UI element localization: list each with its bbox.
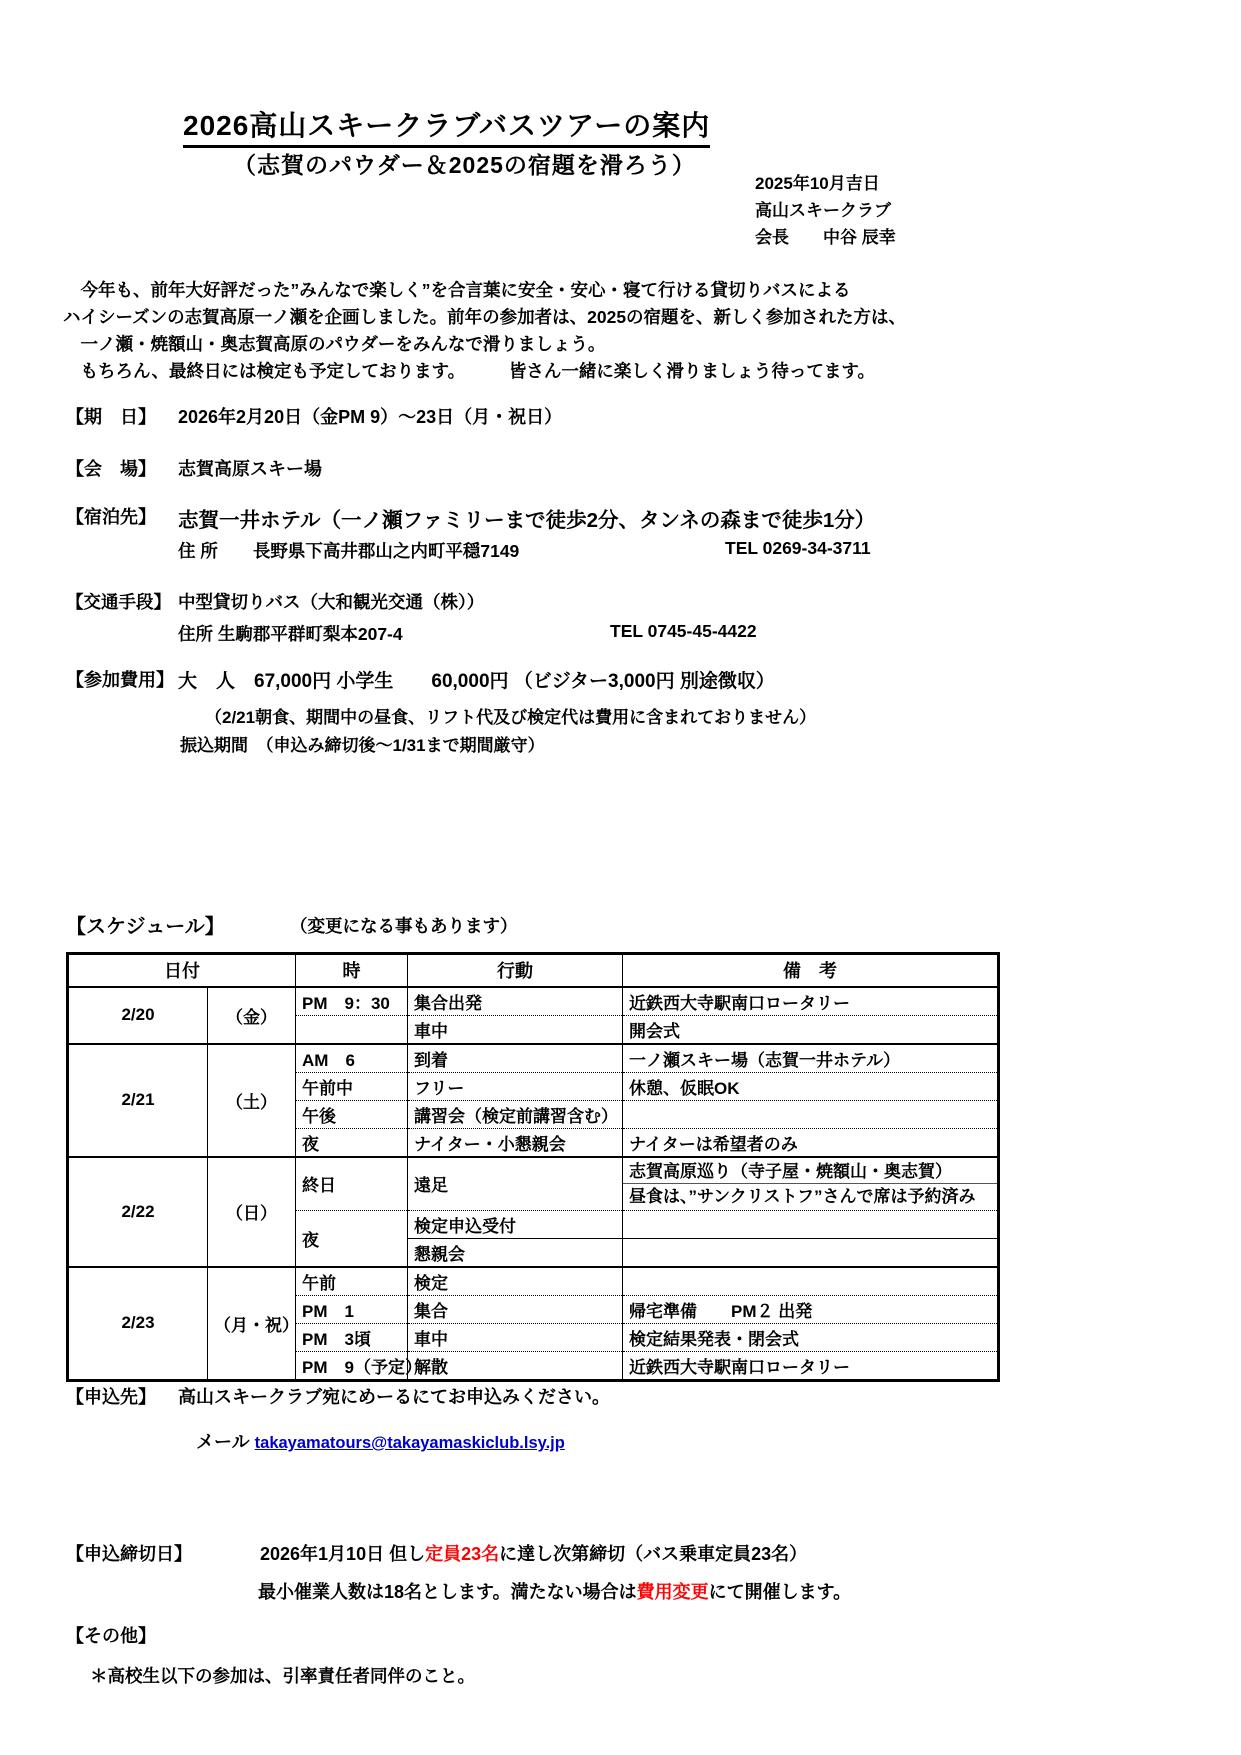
cell-note: 検定結果発表・閉会式 (623, 1323, 999, 1351)
cell-day: （月・祝） (208, 1267, 296, 1381)
cell-note: 近鉄西大寺駅南口ロータリー (623, 987, 999, 1016)
intro-line: 一ノ瀬・焼額山・奥志賀高原のパウダーをみんなで滑りましょう。 (63, 334, 606, 354)
cell-note-line: 昼食は、”サンクリストフ”さんで席は予約済み (629, 1186, 976, 1206)
section-label: 【その他】 (66, 1626, 156, 1646)
cell-time: PM 9：30 (296, 987, 408, 1016)
issue-org: 高山スキークラブ (755, 201, 891, 220)
cell-action: 車中 (408, 1323, 623, 1351)
section-label: 【申込先】 (66, 1387, 156, 1407)
section-value: 中型貸切りバス（大和観光交通（株）） (178, 592, 485, 612)
cell-action: 解散 (408, 1351, 623, 1380)
section-lodging (66, 503, 875, 533)
intro-paragraph (63, 277, 906, 385)
cell-time: 午後 (296, 1100, 408, 1128)
deadline-capacity-highlight: 定員23名 (425, 1544, 500, 1564)
other-note: ＊高校生以下の参加は、引率責任者同伴のこと。 (90, 1666, 475, 1686)
section-schedule (66, 910, 225, 939)
intro-line: もちろん、最終日には検定も予定しております。 皆さん一緒に楽しく滑りましょう待ってます。 (63, 361, 875, 381)
page-title: 2026高山スキークラブバスツアーの案内 (183, 104, 710, 148)
cell-time: 夜 (296, 1210, 408, 1267)
issue-date: 2025年10月吉日 (755, 174, 880, 193)
cell-note (623, 1210, 999, 1238)
cell-time: 午前 (296, 1267, 408, 1296)
cell-note: ナイターは希望者のみ (623, 1128, 999, 1157)
cell-date: 2/22 (68, 1157, 208, 1267)
cell-time: PM 9（予定） (296, 1351, 408, 1380)
cell-note: 近鉄西大寺駅南口ロータリー (623, 1351, 999, 1380)
header-note: 備 考 (623, 954, 999, 987)
table-header-row (68, 954, 999, 987)
table-row (68, 1267, 999, 1296)
deadline-line-1 (260, 1540, 807, 1566)
section-label: 【スケジュール】 (66, 916, 225, 938)
cell-day: （日） (208, 1157, 296, 1267)
cell-action: ナイター・小懇親会 (408, 1128, 623, 1157)
cell-note (623, 1238, 999, 1267)
schedule-note: （変更になる事もあります） (290, 916, 518, 936)
cell-action: 車中 (408, 1015, 623, 1044)
cell-note: 休憩、仮眠OK (623, 1072, 999, 1100)
cell-action: フリー (408, 1072, 623, 1100)
deadline-text: にて開催します。 (708, 1582, 852, 1602)
cell-note (623, 1267, 999, 1296)
cell-note-line: 志賀高原巡り（寺子屋・焼額山・奥志賀） (623, 1159, 997, 1184)
section-value: 高山スキークラブ宛にめーるにてお申込みください。 (178, 1387, 610, 1407)
section-period (66, 403, 562, 429)
fee-note-2: 振込期間 （申込み締切後～1/31まで期間厳守） (180, 736, 545, 755)
section-label: 【宿泊先】 (66, 507, 156, 527)
lodging-address: 住 所 長野県下高井郡山之内町平穏7149 (178, 541, 520, 561)
lodging-address-line (178, 538, 871, 563)
section-value: 志賀一井ホテル（一ノ瀬ファミリーまで徒歩2分、タンネの森まで徒歩1分） (178, 509, 876, 532)
lodging-tel: TEL 0269-34-3711 (725, 538, 871, 558)
table-row (68, 1044, 999, 1073)
cell-note (623, 1157, 999, 1211)
cell-time (296, 1015, 408, 1044)
section-value: 大 人 67,000円 小学生 60,000円 （ビジター3,000円 別途徴収） (178, 671, 775, 692)
cell-action: 集合出発 (408, 987, 623, 1016)
cell-action: 検定申込受付 (408, 1210, 623, 1238)
cell-note: 開会式 (623, 1015, 999, 1044)
section-other (66, 1622, 178, 1648)
transport-address-line (178, 621, 757, 646)
deadline-text: に達し次第締切（バス乗車定員23名） (499, 1544, 808, 1564)
deadline-fee-change-highlight: 費用変更 (636, 1582, 709, 1602)
cell-day: （土） (208, 1044, 296, 1157)
deadline-line-2 (258, 1578, 851, 1604)
header-date: 日付 (68, 954, 296, 987)
table-row (68, 1157, 999, 1211)
section-label: 【参加費用】 (66, 670, 174, 690)
deadline-text: 2026年1月10日 但し (260, 1544, 426, 1564)
cell-date: 2/21 (68, 1044, 208, 1157)
mail-line (196, 1428, 565, 1454)
section-apply (66, 1383, 610, 1409)
cell-date: 2/23 (68, 1267, 208, 1381)
mail-link[interactable]: takayamatours@takayamaskiclub.lsy.jp (254, 1434, 565, 1452)
cell-time: PM 3頃 (296, 1323, 408, 1351)
header-action: 行動 (408, 954, 623, 987)
deadline-text: 最小催業人数は18名とします。満たない場合は (258, 1582, 637, 1602)
intro-line: 今年も、前年大好評だった”みんなで楽しく”を合言葉に安全・安心・寝て行ける貸切りバスによる (63, 280, 851, 300)
issue-block (755, 170, 896, 251)
transport-address: 住所 生駒郡平群町梨本207-4 (178, 624, 403, 644)
cell-action: 到着 (408, 1044, 623, 1073)
mail-label: メール (196, 1432, 250, 1452)
cell-action: 集合 (408, 1295, 623, 1323)
intro-line: ハイシーズンの志賀高原一ノ瀬を企画しました。前年の参加者は、2025の宿題を、新しく参加された方は、 (63, 307, 907, 327)
section-venue (66, 455, 322, 481)
section-label: 【交通手段】 (66, 592, 171, 612)
cell-time: PM 1 (296, 1295, 408, 1323)
issue-president: 会長 中谷 辰幸 (755, 228, 896, 247)
cell-day: （金） (208, 987, 296, 1044)
section-label: 【期 日】 (66, 407, 156, 427)
transport-tel: TEL 0745-45-4422 (610, 621, 757, 641)
cell-note: 帰宅準備 PM２ 出発 (623, 1295, 999, 1323)
section-label: 【会 場】 (66, 459, 156, 479)
cell-time: 夜 (296, 1128, 408, 1157)
cell-date: 2/20 (68, 987, 208, 1044)
section-deadline (66, 1540, 807, 1566)
cell-time: 終日 (296, 1157, 408, 1211)
cell-note: 一ノ瀬スキー場（志賀一井ホテル） (623, 1044, 999, 1073)
cell-note (623, 1100, 999, 1128)
section-value: 志賀高原スキー場 (178, 459, 322, 479)
cell-time: AM 6 (296, 1044, 408, 1073)
cell-action: 懇親会 (408, 1238, 623, 1267)
section-value: 2026年2月20日（金PM 9）～23日（月・祝日） (178, 407, 563, 427)
page-subtitle: （志賀のパウダー＆2025の宿題を滑ろう） (233, 152, 696, 178)
table-row (68, 987, 999, 1016)
schedule-table (66, 952, 1000, 1382)
fee-note-1: （2/21朝食、期間中の昼食、リフト代及び検定代は費用に含まれておりません） (205, 708, 817, 727)
cell-action: 講習会（検定前講習含む） (408, 1100, 623, 1128)
cell-action: 検定 (408, 1267, 623, 1296)
header-time: 時 (296, 954, 408, 987)
cell-time: 午前中 (296, 1072, 408, 1100)
cell-action: 遠足 (408, 1157, 623, 1211)
section-fee (66, 666, 775, 693)
section-label: 【申込締切日】 (66, 1544, 192, 1564)
section-transport (66, 589, 484, 614)
